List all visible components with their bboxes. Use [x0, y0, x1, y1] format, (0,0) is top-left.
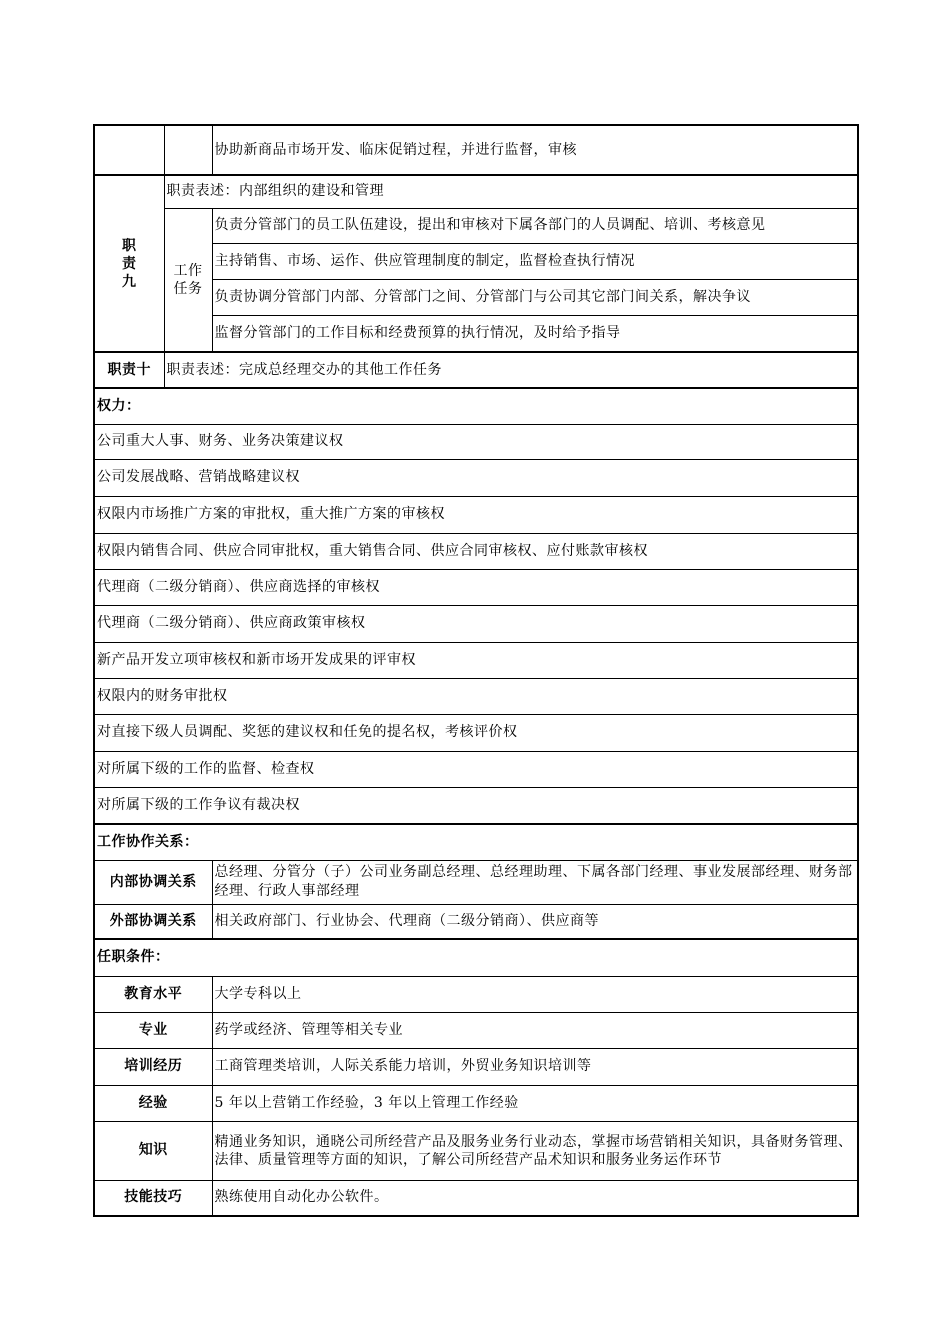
- qualification-value: 5 年以上营销工作经验，3 年以上管理工作经验: [212, 1085, 858, 1121]
- relations-title-row: [94, 824, 858, 860]
- power-row: [94, 714, 858, 751]
- qualification-row: [94, 1012, 858, 1048]
- power-item: 公司重大人事、财务、业务决策建议权: [94, 424, 858, 459]
- task-text: 负责分管部门的员工队伍建设，提出和审核对下属各部门的人员调配、培训、考核意见: [212, 208, 858, 243]
- qualification-value: 大学专科以上: [212, 976, 858, 1012]
- external-relations-value: 相关政府部门、行业协会、代理商（二级分销商）、供应商等: [212, 904, 858, 939]
- power-row: [94, 496, 858, 533]
- duty9-label: 职 责 九: [94, 175, 164, 352]
- duty10-row: [94, 352, 858, 388]
- duty10-statement: 职责表述：完成总经理交办的其他工作任务: [164, 352, 858, 388]
- power-item: 对所属下级的工作的监督、检查权: [94, 751, 858, 787]
- power-item: 权限内销售合同、供应合同审批权，重大销售合同、供应合同审核权、应付账款审核权: [94, 533, 858, 569]
- job-description-table: [93, 124, 859, 825]
- power-item: 对直接下级人员调配、奖惩的建议权和任免的提名权，考核评价权: [94, 714, 858, 751]
- power-row: [94, 787, 858, 824]
- duty9-task-row: [94, 208, 858, 243]
- qualification-row: [94, 1048, 858, 1085]
- duty9-statement: 职责表述：内部组织的建设和管理: [164, 175, 858, 208]
- duty9-statement-row: [94, 175, 858, 208]
- task-text: 负责协调分管部门内部、分管部门之间、分管部门与公司其它部门间关系，解决争议: [212, 279, 858, 315]
- qualifications-title-row: [94, 939, 858, 976]
- job-description-sheet: [93, 124, 857, 1217]
- qualifications-title: 任职条件：: [94, 939, 858, 976]
- power-row: [94, 642, 858, 678]
- empty-cell: [164, 125, 212, 175]
- internal-relations-label: 内部协调关系: [94, 860, 212, 904]
- powers-title-row: [94, 388, 858, 424]
- qualification-row: [94, 1121, 858, 1180]
- task-text: 协助新商品市场开发、临床促销过程，并进行监督，审核: [212, 125, 858, 175]
- qualification-value: 工商管理类培训，人际关系能力培训，外贸业务知识培训等: [212, 1048, 858, 1085]
- power-item: 权限内的财务审批权: [94, 678, 858, 714]
- internal-relations-value: 总经理、分管分（子）公司业务副总经理、总经理助理、下属各部门经理、事业发展部经理、财务部经理、行政人事部经理: [212, 860, 858, 904]
- power-item: 代理商（二级分销商）、供应商政策审核权: [94, 605, 858, 642]
- internal-relations-row: [94, 860, 858, 904]
- power-item: 公司发展战略、营销战略建议权: [94, 459, 858, 496]
- external-relations-row: [94, 904, 858, 939]
- qualification-row: [94, 1180, 858, 1216]
- empty-cell: [94, 125, 164, 175]
- qualification-label: 教育水平: [94, 976, 212, 1012]
- duty9-prev-task-row: [94, 125, 858, 175]
- power-row: [94, 569, 858, 605]
- qualification-label: 培训经历: [94, 1048, 212, 1085]
- task-text: 主持销售、市场、运作、供应管理制度的制定，监督检查执行情况: [212, 243, 858, 279]
- powers-title: 权力：: [94, 388, 858, 424]
- power-row: [94, 533, 858, 569]
- relations-title: 工作协作关系：: [94, 824, 858, 860]
- duty10-label: 职责十: [94, 352, 164, 388]
- power-row: [94, 424, 858, 459]
- external-relations-label: 外部协调关系: [94, 904, 212, 939]
- task-text: 监督分管部门的工作目标和经费预算的执行情况，及时给予指导: [212, 315, 858, 352]
- relations-qualifications-table: [93, 823, 859, 1217]
- power-item: 对所属下级的工作争议有裁决权: [94, 787, 858, 824]
- power-row: [94, 678, 858, 714]
- power-row: [94, 459, 858, 496]
- qualification-value: 精通业务知识，通晓公司所经营产品及服务业务行业动态，掌握市场营销相关知识，具备财务管理、法律、质量管理等方面的知识，了解公司所经营产品术知识和服务业务运作环节: [212, 1121, 858, 1180]
- qualification-label: 技能技巧: [94, 1180, 212, 1216]
- qualification-label: 专业: [94, 1012, 212, 1048]
- qualification-row: [94, 976, 858, 1012]
- power-item: 新产品开发立项审核权和新市场开发成果的评审权: [94, 642, 858, 678]
- power-row: [94, 605, 858, 642]
- qualification-row: [94, 1085, 858, 1121]
- qualification-label: 经验: [94, 1085, 212, 1121]
- qualification-value: 熟练使用自动化办公软件。: [212, 1180, 858, 1216]
- power-row: [94, 751, 858, 787]
- qualification-value: 药学或经济、管理等相关专业: [212, 1012, 858, 1048]
- power-item: 代理商（二级分销商）、供应商选择的审核权: [94, 569, 858, 605]
- work-task-label: 工作 任务: [164, 208, 212, 352]
- power-item: 权限内市场推广方案的审批权，重大推广方案的审核权: [94, 496, 858, 533]
- qualification-label: 知识: [94, 1121, 212, 1180]
